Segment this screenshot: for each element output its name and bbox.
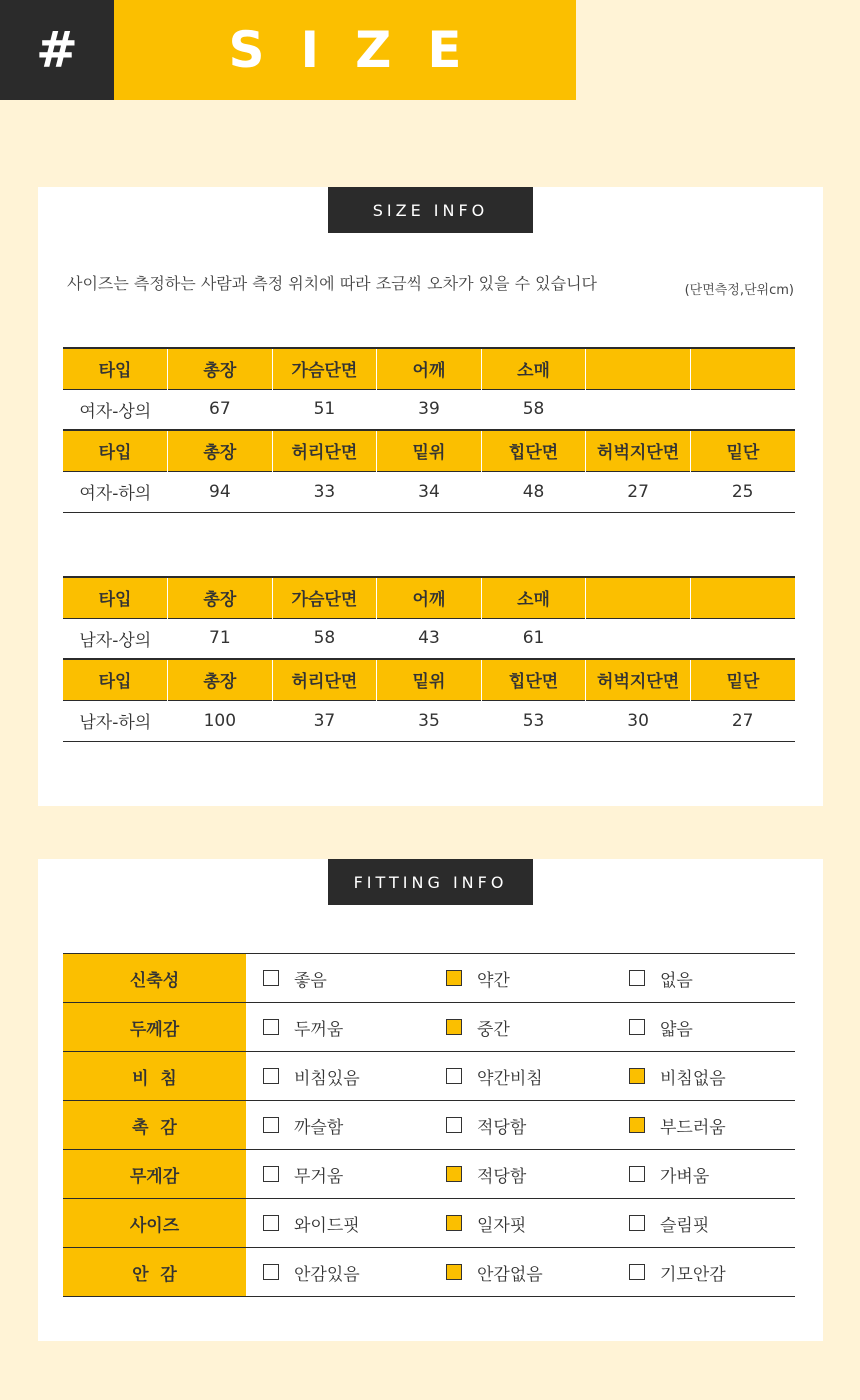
fitting-option — [429, 1150, 612, 1199]
fitting-label: 비 침 — [63, 1052, 246, 1101]
size-unit-note: (단면측정,단위cm) — [684, 283, 794, 298]
fitting-option-label: 가벼움 — [660, 1166, 710, 1187]
size-header-cell: 힙단면 — [481, 659, 586, 700]
fitting-option-label: 두꺼움 — [294, 1019, 344, 1040]
size-value-cell: 35 — [377, 700, 482, 741]
size-value-cell: 48 — [481, 471, 586, 512]
fitting-option-label: 무거움 — [294, 1166, 344, 1187]
checkbox-icon — [263, 1068, 279, 1084]
fitting-info-badge: FITTING INFO — [328, 859, 533, 905]
fitting-option — [246, 1003, 429, 1052]
size-info-panel — [38, 187, 823, 806]
checked-box-icon — [629, 1068, 645, 1084]
fitting-option — [429, 1248, 612, 1297]
fitting-option-label: 와이드핏 — [294, 1215, 360, 1236]
size-value-cell: 67 — [168, 389, 273, 430]
fitting-label: 무게감 — [63, 1150, 246, 1199]
women-size-table — [63, 347, 795, 513]
size-header-cell: 힙단면 — [481, 430, 586, 471]
size-info-badge: SIZE INFO — [328, 187, 533, 233]
checkbox-icon — [629, 1019, 645, 1035]
size-value-cell: 37 — [272, 700, 377, 741]
size-header-cell: 허벅지단면 — [586, 659, 691, 700]
fitting-info-panel — [38, 859, 823, 1341]
page-title: SIZE — [114, 0, 576, 100]
checkbox-icon — [263, 1215, 279, 1231]
size-value-cell: 여자-상의 — [63, 389, 168, 430]
size-value-cell: 61 — [481, 618, 586, 659]
fitting-option-label: 안감없음 — [477, 1264, 543, 1285]
size-header-cell: 총장 — [168, 430, 273, 471]
fitting-option — [612, 1199, 795, 1248]
checked-box-icon — [446, 970, 462, 986]
fitting-label: 두께감 — [63, 1003, 246, 1052]
size-value-cell — [586, 389, 691, 430]
fitting-option-label: 비침없음 — [660, 1068, 726, 1089]
size-header-cell: 밑단 — [690, 659, 795, 700]
size-notice: 사이즈는 측정하는 사람과 측정 위치에 따라 조금씩 오차가 있을 수 있습니다 — [67, 274, 597, 293]
checkbox-icon — [263, 1264, 279, 1280]
checkbox-icon — [446, 1068, 462, 1084]
size-value-cell: 27 — [690, 700, 795, 741]
size-header-row — [63, 348, 795, 389]
checkbox-icon — [629, 970, 645, 986]
size-header-cell: 밑위 — [377, 659, 482, 700]
hash-mark: # — [0, 0, 114, 100]
size-value-cell — [690, 389, 795, 430]
size-value-cell: 여자-하의 — [63, 471, 168, 512]
fitting-option-label: 부드러움 — [660, 1117, 726, 1138]
fitting-option — [612, 1101, 795, 1150]
size-header-cell: 밑위 — [377, 430, 482, 471]
checkbox-icon — [263, 1117, 279, 1133]
size-header-cell: 가슴단면 — [272, 348, 377, 389]
fitting-option-label: 비침있음 — [294, 1068, 360, 1089]
fitting-option-label: 일자핏 — [477, 1215, 527, 1236]
fitting-label: 촉 감 — [63, 1101, 246, 1150]
size-header-cell: 총장 — [168, 659, 273, 700]
size-header-cell — [690, 348, 795, 389]
size-value-cell: 94 — [168, 471, 273, 512]
fitting-table — [63, 953, 795, 1297]
fitting-option — [429, 1003, 612, 1052]
fitting-row — [63, 954, 795, 1003]
fitting-row — [63, 1248, 795, 1297]
size-header-cell: 허벅지단면 — [586, 430, 691, 471]
fitting-option — [246, 1248, 429, 1297]
checked-box-icon — [629, 1117, 645, 1133]
fitting-option — [612, 1003, 795, 1052]
size-value-cell: 27 — [586, 471, 691, 512]
size-value-cell: 39 — [377, 389, 482, 430]
fitting-option-label: 적당함 — [477, 1117, 527, 1138]
size-value-cell: 100 — [168, 700, 273, 741]
fitting-option — [246, 1199, 429, 1248]
size-value-cell: 51 — [272, 389, 377, 430]
fitting-row — [63, 1052, 795, 1101]
fitting-row — [63, 1199, 795, 1248]
fitting-option — [429, 954, 612, 1003]
size-header-cell: 소매 — [481, 348, 586, 389]
size-header-cell: 가슴단면 — [272, 577, 377, 618]
fitting-option — [612, 954, 795, 1003]
fitting-option-label: 없음 — [660, 970, 693, 991]
page-header — [0, 0, 576, 100]
checkbox-icon — [629, 1166, 645, 1182]
size-header-row — [63, 659, 795, 700]
fitting-option-label: 까슬함 — [294, 1117, 344, 1138]
size-value-cell: 71 — [168, 618, 273, 659]
fitting-row — [63, 1150, 795, 1199]
checked-box-icon — [446, 1264, 462, 1280]
fitting-option — [429, 1199, 612, 1248]
size-header-cell: 타입 — [63, 430, 168, 471]
size-value-cell: 58 — [272, 618, 377, 659]
size-header-cell: 허리단면 — [272, 659, 377, 700]
fitting-option — [612, 1150, 795, 1199]
size-header-cell: 총장 — [168, 577, 273, 618]
fitting-option — [246, 1150, 429, 1199]
men-size-table — [63, 576, 795, 742]
size-header-cell: 밑단 — [690, 430, 795, 471]
size-data-row — [63, 618, 795, 659]
size-value-cell: 남자-하의 — [63, 700, 168, 741]
size-data-row — [63, 471, 795, 512]
fitting-option — [246, 1052, 429, 1101]
fitting-option-label: 중간 — [477, 1019, 510, 1040]
size-header-row — [63, 577, 795, 618]
size-header-cell: 소매 — [481, 577, 586, 618]
fitting-option-label: 안감있음 — [294, 1264, 360, 1285]
checkbox-icon — [263, 1019, 279, 1035]
checkbox-icon — [629, 1215, 645, 1231]
fitting-option-label: 약간비침 — [477, 1068, 543, 1089]
size-value-cell — [586, 618, 691, 659]
size-header-cell: 타입 — [63, 577, 168, 618]
size-value-cell: 53 — [481, 700, 586, 741]
size-header-cell: 어깨 — [377, 348, 482, 389]
size-data-row — [63, 700, 795, 741]
fitting-option — [612, 1052, 795, 1101]
size-header-cell — [586, 348, 691, 389]
fitting-row — [63, 1101, 795, 1150]
size-value-cell: 34 — [377, 471, 482, 512]
size-header-cell: 허리단면 — [272, 430, 377, 471]
size-header-cell: 총장 — [168, 348, 273, 389]
fitting-option — [429, 1052, 612, 1101]
size-data-row — [63, 389, 795, 430]
checked-box-icon — [446, 1166, 462, 1182]
size-header-cell: 타입 — [63, 659, 168, 700]
fitting-option — [246, 1101, 429, 1150]
checked-box-icon — [446, 1215, 462, 1231]
fitting-option-label: 적당함 — [477, 1166, 527, 1187]
fitting-option-label: 약간 — [477, 970, 510, 991]
fitting-label: 안 감 — [63, 1248, 246, 1297]
fitting-option-label: 얇음 — [660, 1019, 693, 1040]
size-value-cell: 33 — [272, 471, 377, 512]
size-value-cell — [690, 618, 795, 659]
fitting-label: 사이즈 — [63, 1199, 246, 1248]
fitting-row — [63, 1003, 795, 1052]
checkbox-icon — [263, 970, 279, 986]
size-header-row — [63, 430, 795, 471]
checkbox-icon — [263, 1166, 279, 1182]
fitting-option-label: 슬림핏 — [660, 1215, 710, 1236]
checkbox-icon — [446, 1117, 462, 1133]
checkbox-icon — [629, 1264, 645, 1280]
fitting-option — [612, 1248, 795, 1297]
size-value-cell: 30 — [586, 700, 691, 741]
size-header-cell: 타입 — [63, 348, 168, 389]
size-value-cell: 25 — [690, 471, 795, 512]
fitting-option-label: 기모안감 — [660, 1264, 726, 1285]
size-value-cell: 남자-상의 — [63, 618, 168, 659]
fitting-option — [246, 954, 429, 1003]
size-value-cell: 58 — [481, 389, 586, 430]
size-value-cell: 43 — [377, 618, 482, 659]
checked-box-icon — [446, 1019, 462, 1035]
fitting-option-label: 좋음 — [294, 970, 327, 991]
size-header-cell: 어깨 — [377, 577, 482, 618]
size-header-cell — [586, 577, 691, 618]
fitting-option — [429, 1101, 612, 1150]
fitting-label: 신축성 — [63, 954, 246, 1003]
size-header-cell — [690, 577, 795, 618]
